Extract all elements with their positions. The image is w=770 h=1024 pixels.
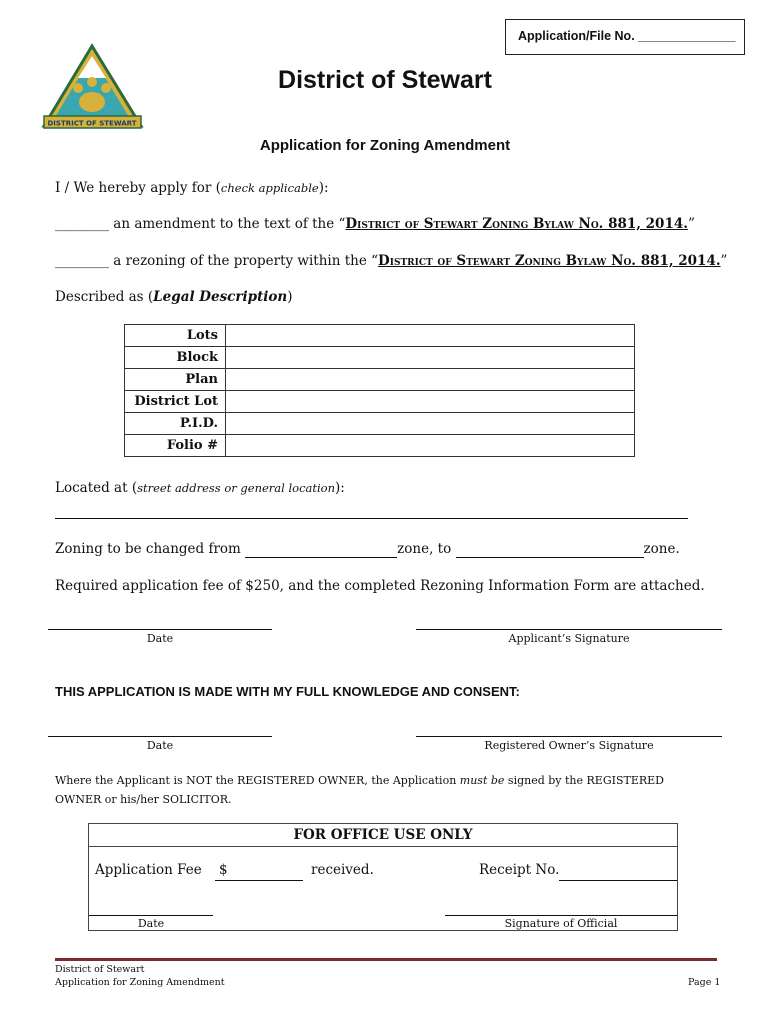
receipt-number-label: Receipt No. [479, 862, 560, 878]
legal-description-table [124, 324, 635, 457]
office-use-heading: FOR OFFICE USE ONLY [89, 824, 677, 847]
row-label: District Lot [125, 391, 226, 413]
row-value-field[interactable] [226, 391, 635, 413]
row-value-field[interactable] [226, 325, 635, 347]
applicant-signature-field[interactable] [416, 629, 722, 630]
consent-heading: THIS APPLICATION IS MADE WITH MY FULL KNOWLEDGE AND CONSENT: [55, 684, 520, 699]
currency-symbol: $ [219, 862, 228, 878]
row-label: Block [125, 347, 226, 369]
owner-signature-field[interactable] [416, 736, 722, 737]
file-number-box[interactable] [505, 19, 745, 55]
zoning-change-line: Zoning to be changed from zone, to zone. [55, 541, 680, 557]
table-row [125, 413, 635, 435]
owner-date-field[interactable] [48, 736, 272, 737]
footer-form-name: Application for Zoning Amendment [55, 977, 225, 988]
bylaw-name: District of Stewart Zoning Bylaw No. 881, 2014. [378, 253, 721, 269]
legal-description-label: Legal Description [153, 289, 288, 305]
row-label: Lots [125, 325, 226, 347]
intro-line: I / We hereby apply for (check applicable): [55, 180, 329, 196]
option-rezoning[interactable]: ________ a rezoning of the property within the “District of Stewart Zoning Bylaw No. 881, 2014.” [55, 253, 728, 269]
location-field[interactable] [55, 518, 688, 519]
table-row [125, 325, 635, 347]
official-signature-label: Signature of Official [504, 917, 618, 930]
page-number: Page 1 [688, 977, 721, 988]
footer-org: District of Stewart [55, 964, 145, 975]
owner-signature-label: Registered Owner’s Signature [484, 739, 654, 752]
intro-hint: check applicable [220, 181, 319, 195]
row-label: Plan [125, 369, 226, 391]
fee-amount-field[interactable] [215, 880, 303, 881]
option-text-amendment[interactable]: ________ an amendment to the text of the “District of Stewart Zoning Bylaw No. 881, 2014.” [55, 216, 695, 232]
located-hint: street address or general location [137, 481, 336, 495]
date-label: Date [146, 739, 174, 752]
bylaw-name: District of Stewart Zoning Bylaw No. 881, 2014. [345, 216, 688, 232]
option-blank[interactable]: ________ [55, 253, 109, 269]
option-blank[interactable]: ________ [55, 216, 109, 232]
page-title: District of Stewart [278, 66, 492, 94]
office-date-field[interactable] [89, 915, 213, 916]
row-value-field[interactable] [226, 435, 635, 457]
file-number-label: Application/File No. ______________ [518, 29, 736, 43]
official-signature-field[interactable] [445, 915, 677, 916]
fee-statement: Required application fee of $250, and the completed Rezoning Information Form are attached. [55, 578, 705, 594]
table-row [125, 347, 635, 369]
received-label: received. [311, 862, 374, 878]
applicant-signature-label: Applicant’s Signature [508, 632, 630, 645]
owner-notice: Where the Applicant is NOT the REGISTERED OWNER, the Application must be signed by the REGISTERED OWNER or his/her SOLICITOR. [55, 774, 664, 806]
form-subtitle: Application for Zoning Amendment [259, 137, 511, 154]
table-row [125, 391, 635, 413]
table-row [125, 435, 635, 457]
row-value-field[interactable] [226, 369, 635, 391]
logo-text: DISTRICT OF STEWART [47, 119, 137, 128]
zone-to-field[interactable] [456, 541, 644, 558]
row-value-field[interactable] [226, 347, 635, 369]
row-label: Folio # [125, 435, 226, 457]
located-at-line: Located at (street address or general location): [55, 480, 345, 496]
row-value-field[interactable] [226, 413, 635, 435]
applicant-date-field[interactable] [48, 629, 272, 630]
zone-from-field[interactable] [245, 541, 397, 558]
date-label: Date [146, 632, 174, 645]
table-row [125, 369, 635, 391]
application-fee-label: Application Fee [95, 862, 202, 878]
office-use-box [88, 823, 678, 931]
footer-rule [55, 958, 717, 961]
receipt-number-field[interactable] [559, 880, 677, 881]
office-date-label: Date [137, 917, 165, 930]
described-as-line: Described as (Legal Description) [55, 289, 293, 305]
row-label: P.I.D. [125, 413, 226, 435]
